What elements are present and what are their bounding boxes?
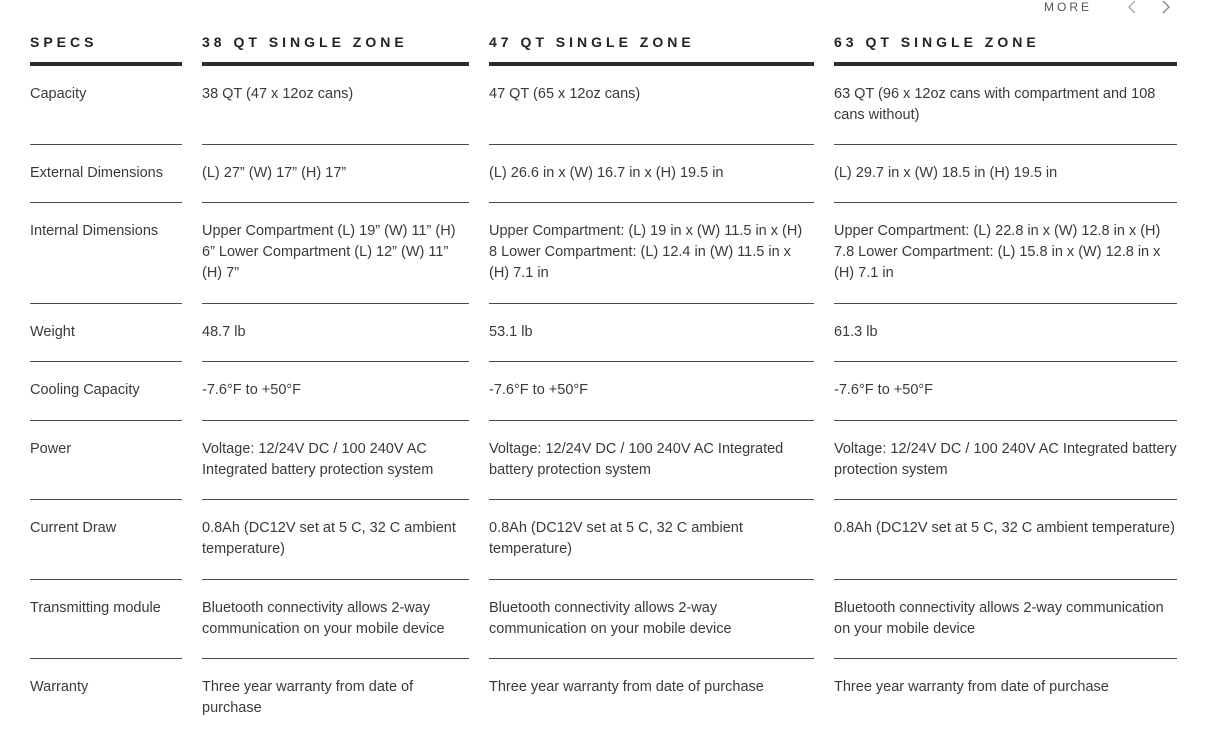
column-header-38qt: 38 QT SINGLE ZONE [202,34,408,50]
column-header-specs: SPECS [30,34,98,50]
row-label-cooling-capacity: Cooling Capacity [30,382,140,398]
cell-47qt-external-dimensions: (L) 26.6 in x (W) 16.7 in x (H) 19.5 in [489,165,724,181]
row-label-internal-dimensions: Internal Dimensions [30,223,159,239]
row-divider [834,420,1177,421]
cell-63qt-transmitting-module: Bluetooth connectivity allows 2-way communication on your mobile device [834,600,1164,637]
row-label-warranty: Warranty [30,679,89,695]
column-header-47qt: 47 QT SINGLE ZONE [489,34,695,50]
cell-47qt-transmitting-module: Bluetooth connectivity allows 2-way communication on your mobile device [489,600,732,637]
row-divider [834,202,1177,203]
cell-47qt-cooling-capacity: -7.6°F to +50°F [489,382,589,398]
cell-63qt-capacity: 63 QT (96 x 12oz cans with compartment and 108 cans without) [834,86,1156,123]
row-divider [30,499,182,500]
row-divider [489,361,814,362]
cell-38qt-transmitting-module: Bluetooth connectivity allows 2-way communication on your mobile device [202,600,445,637]
row-divider [202,658,469,659]
row-divider [30,579,182,580]
cell-47qt-weight: 53.1 lb [489,324,533,340]
cell-38qt-warranty: Three year warranty from date of purchase [202,679,414,716]
row-divider [489,303,814,304]
header-divider [202,62,469,66]
column-header-63qt: 63 QT SINGLE ZONE [834,34,1040,50]
more-label[interactable]: MORE [1044,0,1092,14]
chevron-right-icon[interactable] [1154,0,1178,14]
row-divider [30,361,182,362]
row-divider [489,202,814,203]
cell-38qt-power: Voltage: 12/24V DC / 100 240V AC Integrated battery protection system [202,441,434,478]
row-divider [489,420,814,421]
row-label-current-draw: Current Draw [30,520,117,536]
row-divider [489,499,814,500]
row-label-capacity: Capacity [30,86,87,102]
row-divider [834,658,1177,659]
row-divider [30,202,182,203]
cell-47qt-capacity: 47 QT (65 x 12oz cans) [489,86,641,102]
row-divider [202,361,469,362]
row-divider [202,303,469,304]
row-divider [834,499,1177,500]
row-divider [834,144,1177,145]
row-divider [202,499,469,500]
cell-63qt-power: Voltage: 12/24V DC / 100 240V AC Integrated battery protection system [834,441,1177,478]
row-divider [834,579,1177,580]
cell-63qt-external-dimensions: (L) 29.7 in x (W) 18.5 in (H) 19.5 in [834,165,1058,181]
row-label-power: Power [30,441,72,457]
chevron-left-icon[interactable] [1120,0,1144,14]
row-divider [202,202,469,203]
row-divider [489,579,814,580]
cell-63qt-internal-dimensions: Upper Compartment: (L) 22.8 in x (W) 12.8 in x (H) 7.8 Lower Compartment: (L) 15.8 in x (W) 12.8 in x (H) 7.1 in [834,223,1161,281]
row-divider [30,303,182,304]
cell-47qt-warranty: Three year warranty from date of purchase [489,679,764,695]
header-divider [489,62,814,66]
row-divider [202,144,469,145]
row-divider [30,144,182,145]
cell-38qt-internal-dimensions: Upper Compartment (L) 19” (W) 11” (H) 6” Lower Compartment (L) 12” (W) 11” (H) 7” [202,223,456,281]
row-divider [834,361,1177,362]
row-divider [834,303,1177,304]
cell-47qt-power: Voltage: 12/24V DC / 100 240V AC Integrated battery protection system [489,441,784,478]
cell-63qt-cooling-capacity: -7.6°F to +50°F [834,382,934,398]
cell-63qt-warranty: Three year warranty from date of purchase [834,679,1109,695]
row-label-weight: Weight [30,324,75,340]
cell-63qt-current-draw: 0.8Ah (DC12V set at 5 C, 32 C ambient temperature) [834,520,1175,536]
cell-38qt-external-dimensions: (L) 27” (W) 17” (H) 17” [202,165,347,181]
cell-38qt-current-draw: 0.8Ah (DC12V set at 5 C, 32 C ambient temperature) [202,520,456,557]
row-label-external-dimensions: External Dimensions [30,165,163,181]
row-divider [202,420,469,421]
header-divider [30,62,182,66]
carousel-nav [1044,0,1178,14]
cell-38qt-weight: 48.7 lb [202,324,246,340]
row-divider [489,658,814,659]
cell-38qt-capacity: 38 QT (47 x 12oz cans) [202,86,354,102]
cell-63qt-weight: 61.3 lb [834,324,878,340]
row-divider [30,658,182,659]
cell-47qt-current-draw: 0.8Ah (DC12V set at 5 C, 32 C ambient temperature) [489,520,743,557]
row-divider [202,579,469,580]
cell-47qt-internal-dimensions: Upper Compartment: (L) 19 in x (W) 11.5 in x (H) 8 Lower Compartment: (L) 12.4 in (W) 11.5 in x (H) 7.1 in [489,223,803,281]
row-label-transmitting-module: Transmitting module [30,600,161,616]
header-divider [834,62,1177,66]
row-divider [489,144,814,145]
cell-38qt-cooling-capacity: -7.6°F to +50°F [202,382,302,398]
row-divider [30,420,182,421]
